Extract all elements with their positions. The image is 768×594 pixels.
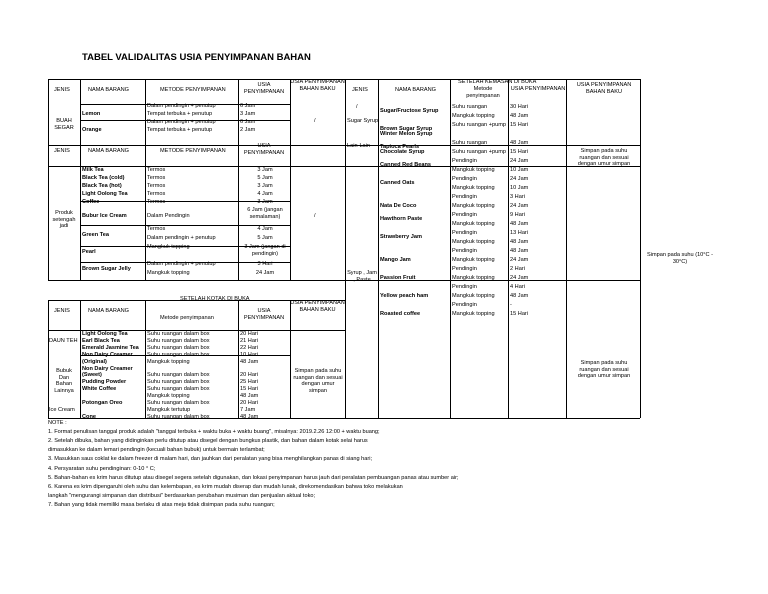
usia-cell: 48 Jam [240,413,259,420]
col-header-jenis: JENIS [54,148,70,154]
nama-cell: Roasted coffee [380,311,421,317]
nama-cell: Passion Fruit [380,275,416,281]
nama-cell: Tapioca Pearls [380,144,420,150]
usia-cell: 20 Hari [240,400,259,406]
usia-cell: 4 Jam [257,226,273,232]
metode-cell: Tempat terbuka + penutup [147,111,213,117]
metode-cell: Dalam Pendingin [147,213,190,219]
note-line: 4. Persyaratan suhu pendinginan: 0-10 ° C; [48,465,156,472]
usia-cell: 48 Jam [240,393,259,400]
usia-cell: 48 Jam [510,221,529,227]
col-header-nama: NAMA BARANG [88,308,130,314]
usia-cell: 10 Jam [510,167,529,173]
usia-cell: 10 Jam [510,185,529,191]
metode-cell: Termos [147,191,166,197]
jenis-lain-lain: Lain-Lain [347,143,371,149]
nama-cell: Lemon [82,111,101,117]
usia-cell: 30 Hari [510,104,529,110]
usia-cell: 3 Jam [240,111,256,117]
metode-cell: Dalam pendingin + penutup [147,119,216,125]
metode-cell: Pendingin [452,284,477,290]
metode-cell: Mangkuk topping [452,185,495,191]
grid-line [48,145,345,146]
nama-cell: Strawberry Jam [380,234,422,240]
metode-cell: Mangkuk topping [452,221,495,227]
usia-cell: 24 Jam [255,270,275,276]
grid-line [450,79,451,418]
note-line: 6. Karena es krim dipengaruhi oleh suhu dan kelembapan, es krim mudah diserap dan mudah lunak, direkomendasikan bahwa toko melakukan [48,483,403,490]
usia-cell: 48 Jam [510,248,529,254]
usia-cell: 7 Jam [240,406,256,413]
jenis-produk: Produk setengah jadi [52,210,76,230]
usia-cell: 20 Hari [240,372,259,379]
grid-line [145,79,146,280]
usia-cell: 22 Hari [240,344,259,351]
note-line: 1. Format penulisan tanggal produk adalah "tanggal terbuka + waktu buka + waktu buang", misalnya: 2019.2.26 12:00 + waktu buang; [48,429,380,436]
metode-cell: Termos [147,183,166,189]
nama-cell: Canned Red Beans [380,162,431,168]
grid-line [378,79,379,418]
col-header-usia-bb: USIA PENYIMPANAN BAHAN BAKU [290,300,345,313]
jenis-sugar-syrup: Sugar Syrup [347,118,379,124]
col-header-kemasan: SETELAH KEMASAN DI BUKA [458,79,537,85]
grid-line [566,79,567,418]
metode-cell: Suhu ruangan dalam box [147,379,210,386]
metode-cell: Mangkuk topping [147,393,190,400]
metode-cell: Suhu ruangan [452,140,488,146]
bb-cell: / [314,118,316,124]
col-header-jenis: JENIS [54,87,70,93]
metode-cell: Mangkuk topping [147,358,190,365]
metode-cell: Mangkuk topping [452,257,495,263]
metode-cell: Pendingin [452,212,477,218]
grid-line [80,79,81,280]
usia-cell: 6 Jam (jangan semalaman) [247,207,283,220]
usia-cell: 13 Hari [510,230,529,236]
note-line: langkah "mengurangi simpanan dan distribusi" berdasarkan perubahan musiman dan penjualan aktual toko; [48,492,316,499]
metode-cell: Termos [147,199,166,205]
nama-cell: Coffee [82,199,100,205]
grid-line [48,300,49,418]
nama-cell: Bubur Ice Cream [82,213,127,219]
col-header-nama: NAMA BARANG [88,148,130,154]
metode-cell: Termos [147,167,166,173]
jenis-cell: Ice Cream [49,406,75,413]
metode-cell: Pendingin [452,302,477,308]
nama-cell: White Coffee [82,386,117,393]
metode-cell: Mangkuk topping [452,113,495,119]
metode-cell: Tempat terbuka + penutup [147,127,213,133]
note-line: 7. Bahan yang tidak memiliki masa berlaku di atas meja tidak disimpan pada suhu ruangan; [48,501,275,508]
usia-cell: 48 Jam [510,239,529,245]
grid-line [238,79,239,280]
usia-cell: 48 Jam [240,358,259,365]
metode-cell: Suhu ruangan dalam box [147,386,210,393]
nama-cell: Chocolate Syrup [380,149,425,155]
usia-cell: 48 Jam [510,293,529,299]
metode-cell: Suhu ruangan dalam box [147,413,210,420]
metode-cell: Mangkuk topping [452,167,495,173]
metode-cell: Termos [147,175,166,181]
nama-cell: Brown Sugar Syrup [380,126,433,132]
jenis-buah-segar: BUAH SEGAR [54,118,74,131]
metode-cell: Mangkuk topping [452,203,495,209]
usia-cell: 2 Hari [510,266,525,272]
bb-cell: / [314,213,316,219]
col-header-metode: METODE PENYIMPANAN [160,148,226,154]
nama-cell: Emerald Jasmine Tea [82,344,139,351]
metode-cell: Suhu ruangan dalam box [147,331,210,337]
metode-cell: Suhu ruangan +pump [452,149,506,155]
grid-line [508,79,509,418]
grid-line [48,79,49,280]
usia-cell: 24 Jam [510,158,529,164]
col-header-usia-bb: USIA PENYIMPANAN BAHAN BAKU [576,82,632,95]
col-header-jenis: JENIS [352,87,368,93]
metode-cell: Pendingin [452,158,477,164]
metode-cell: Mangkuk topping [147,270,190,276]
note-line: 5. Bahan-bahan es krim harus ditutup atau disegel segera setelah digunakan, dan lokasi penyimpanan harus jauh dari peralatan pembuangan panas atau sumber air; [48,474,459,481]
metode-cell: Suhu ruangan dalam box [147,351,210,358]
bb-cell: Simpan pada suhu (10°C - 30°C) [647,252,713,265]
col-header-metode: Metode penyimpanan [160,315,214,321]
usia-cell: 15 Hari [510,311,529,317]
nama-cell: Cone [82,413,96,420]
metode-cell: Suhu ruangan dalam box [147,337,210,344]
metode-cell: Mangkuk topping [147,244,190,250]
usia-cell: 6 Jam [240,119,256,125]
nama-cell: Pearl [82,249,96,255]
bb-cell: Simpan pada suhu ruangan dan sesuai dengan umur simpan [293,368,343,394]
usia-cell: 15 Hari [510,149,529,155]
col-header-usia: USIA PENYIMPANAN [243,143,285,156]
note-line: 3. Masukkan saus coklat ke dalam freezer di malam hari, dan jauhkan dari peralatan yang bisa menghilangkan panas di siang hari; [48,456,373,463]
metode-cell: Suhu ruangan dalam box [147,344,210,351]
page-title: TABEL VALIDALITAS USIA PENYIMPANAN BAHAN [82,52,311,63]
jenis-cell: DAUN TEH [49,337,78,344]
nama-cell: Brown Sugar Jelly [82,266,131,272]
metode-cell: Dalam pendingin + penutup [147,261,216,267]
usia-cell: 3 Hari [510,194,525,200]
usia-cell: 9 Hari [510,212,525,218]
grid-line [48,280,345,281]
nama-cell: Milk Tea [82,167,104,173]
nama-cell: Orange [82,127,102,133]
grid-line [640,79,641,418]
usia-cell: 24 Jam [510,275,529,281]
metode-cell: Mangkuk topping [452,293,495,299]
metode-cell: Suhu ruangan +pump [452,122,506,128]
note-line: dimasukkan ke dalam lemari pendingin (kecuali bahan bubuk) untuk bermain terlambat; [48,447,265,454]
usia-cell: 3 Hari [257,261,273,267]
sugar-slash: / [356,104,358,110]
nama-cell: Canned Oats [380,180,415,186]
nama-cell: Mango Jam [380,257,411,263]
grid-line [290,79,291,280]
usia-cell: 2 Jam [240,127,256,133]
usia-cell: 3 Jam (jangan di pendingin) [244,244,286,257]
metode-cell: Suhu ruangan [452,104,488,110]
jenis-bubuk: Bubuk Dan Bahan Lainnya [54,368,74,394]
metode-cell: Pendingin [452,230,477,236]
grid-line [80,300,81,418]
col-header-jenis: JENIS [54,308,70,314]
nama-cell: Black Tea (cold) [82,175,125,181]
metode-cell: Dalam pendingin + penutup [147,103,216,109]
usia-cell: 6 Jam [240,103,256,109]
jenis-syrup-jam-paste: Syrup , Jam , Paste [347,270,377,283]
nama-cell: Winter Melon Syrup [380,131,433,137]
bb-cell: Simpan pada suhu ruangan dan sesuai dengan umur simpan [577,148,631,168]
usia-cell: 5 Jam [257,235,273,241]
col-header-usia: USIA PENYIMPANAN [243,308,285,321]
grid-line [290,300,291,418]
nama-cell: Earl Black Tea [82,337,120,344]
usia-cell: 15 Hari [240,386,259,393]
usia-cell: 25 Hari [240,379,259,386]
grid-line [345,418,640,419]
note-line: 2. Setelah dibuka, bahan yang didinginkan perlu ditutup atau disegel dengan bungkus plastik, dan bahan dalam kotak selai harus [48,438,368,445]
note-line: NOTE : [48,420,67,426]
nama-cell: (Sweet) [82,372,102,379]
col-header-usia-bb: USIA PENYIMPANAN BAHAN BAKU [290,79,345,92]
nama-cell: (Original) [82,358,107,365]
nama-cell: Non Dairy Creamer [82,365,133,372]
col-header-nama: NAMA BARANG [88,87,130,93]
col-header-kotak: SETELAH KOTAK DI BUKA [180,296,250,302]
bb-cell: Simpan pada suhu ruangan dan sesuai dengan umur simpan [577,360,631,380]
metode-cell: Dalam pendingin + penutup [147,235,216,241]
nama-cell: Pudding Powder [82,379,127,386]
nama-cell: Light Oolong Tea [82,331,128,337]
usia-cell: 4 Jam [257,191,273,197]
nama-cell: Green Tea [82,232,109,238]
metode-cell: Suhu ruangan dalam box [147,400,210,406]
col-header-metode: METODE PENYIMPANAN [160,87,226,93]
metode-cell: Mangkuk topping [452,311,495,317]
nama-cell: Nata De Coco [380,203,417,209]
usia-cell: 5 Jam [257,175,273,181]
nama-cell: Black Tea (hot) [82,183,122,189]
nama-cell: Yellow peach ham [380,293,429,299]
nama-cell: Hawthorn Paste [380,216,423,222]
col-header-nama: NAMA BARANG [395,87,437,93]
usia-cell: 48 Jam [510,140,529,146]
metode-cell: Pendingin [452,176,477,182]
metode-cell: Mangkuk topping [452,239,495,245]
usia-cell: 24 Jam [510,203,529,209]
usia-cell: 3 Jam [257,183,273,189]
metode-cell: Pendingin [452,194,477,200]
grid-line [345,79,346,418]
usia-cell: 48 Jam [510,113,529,119]
metode-cell: Pendingin [452,248,477,254]
col-header-metode: Metode penyimpanan [466,86,500,99]
metode-cell: Pendingin [452,266,477,272]
usia-cell: 21 Hari [240,337,259,344]
usia-cell: 15 Hari [510,122,529,128]
nama-cell: Non Dairy Creamer [82,351,133,358]
usia-cell: - [510,302,512,308]
metode-cell: Mangkuk topping [452,275,495,281]
usia-cell: 24 Jam [510,176,529,182]
metode-cell: Termos [147,226,166,232]
usia-cell: 24 Jam [510,257,529,263]
col-header-usia: USIA PENYIMPANAN [510,86,566,92]
usia-cell: 3 Jam [257,167,273,173]
usia-cell: 20 Hari [240,331,259,337]
nama-cell: Potongan Oreo [82,400,123,406]
metode-cell: Mangkuk tertutup [147,406,191,413]
metode-cell: Suhu ruangan dalam box [147,372,210,379]
nama-cell: Light Oolong Tea [82,191,128,197]
nama-cell: Sugar/Fructose Syrup [380,108,439,114]
col-header-usia: USIA PENYIMPANAN [243,82,285,95]
usia-cell: 4 Hari [510,284,525,290]
grid-line [145,300,146,418]
usia-cell: 10 Hari [240,351,259,358]
usia-cell: 3 Jam [257,199,273,205]
